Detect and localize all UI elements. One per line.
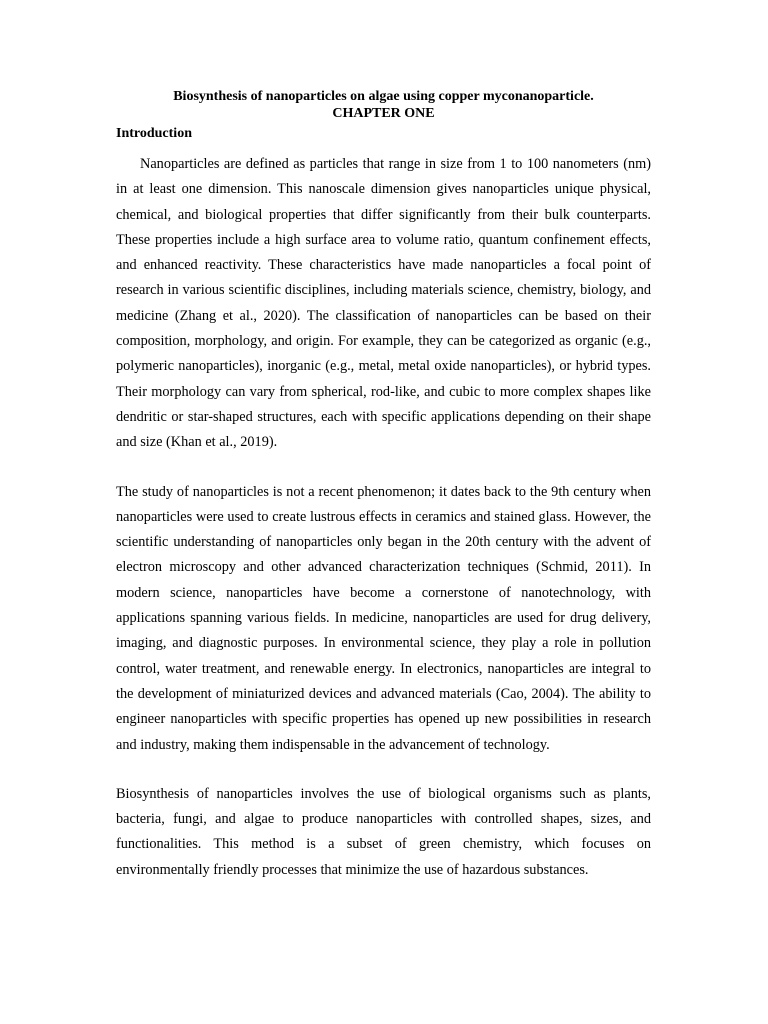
- paragraph-3: Biosynthesis of nanoparticles involves the use of biological organisms such as plants, bacteria, fungi, and algae to produce nanoparticles with controlled shapes, sizes, and functionalities. This method is a subset of green chemistry, which focuses on environmentally friendly processes that minimize the use of hazardous substances.: [116, 785, 651, 878]
- section-heading: Introduction: [116, 126, 192, 141]
- paragraph-2: The study of nanoparticles is not a recent phenomenon; it dates back to the 9th century when nanoparticles were used to create lustrous effects in ceramics and stained glass. However, the scientific understanding of nanoparticles only began in the 20th century with the advent of electron microscopy and other advanced characterization techniques (Schmid, 2011). In modern science, nanoparticles have become a cornerstone of nanotechnology, with applications spanning various fields. In medicine, nanoparticles are used for drug delivery, imaging, and diagnostic purposes. In environmental science, they play a role in pollution control, water treatment, and renewable energy. In electronics, nanoparticles are integral to the development of miniaturized devices and advanced materials (Cao, 2004). The ability to engineer nanoparticles with specific properties has opened up new possibilities in research and industry, making them indispensable in the advancement of technology.: [116, 483, 651, 753]
- paragraph-1: Nanoparticles are defined as particles that range in size from 1 to 100 nanometers (nm) in at least one dimension. This nanoscale dimension gives nanoparticles unique physical, chemical, and biological properties that differ significantly from their bulk counterparts. These properties include a high surface area to volume ratio, quantum confinement effects, and enhanced reactivity. These characteristics have made nanoparticles a focal point of research in various scientific disciplines, including materials science, chemistry, biology, and medicine (Zhang et al., 2020). The classification of nanoparticles can be based on their composition, morphology, and origin. For example, they can be categorized as organic (e.g., polymeric nanoparticles), inorganic (e.g., metal, metal oxide nanoparticles), or hybrid types. Their morphology can vary from spherical, rod-like, and cubic to more complex shapes like dendritic or star-shaped structures, each with specific applications depending on their shape and size (Khan et al., 2019).: [116, 156, 651, 451]
- chapter-heading: CHAPTER ONE: [332, 106, 435, 121]
- document-page: [116, 88, 651, 883]
- document-title: Biosynthesis of nanoparticles on algae using copper myconanoparticle.: [173, 89, 594, 104]
